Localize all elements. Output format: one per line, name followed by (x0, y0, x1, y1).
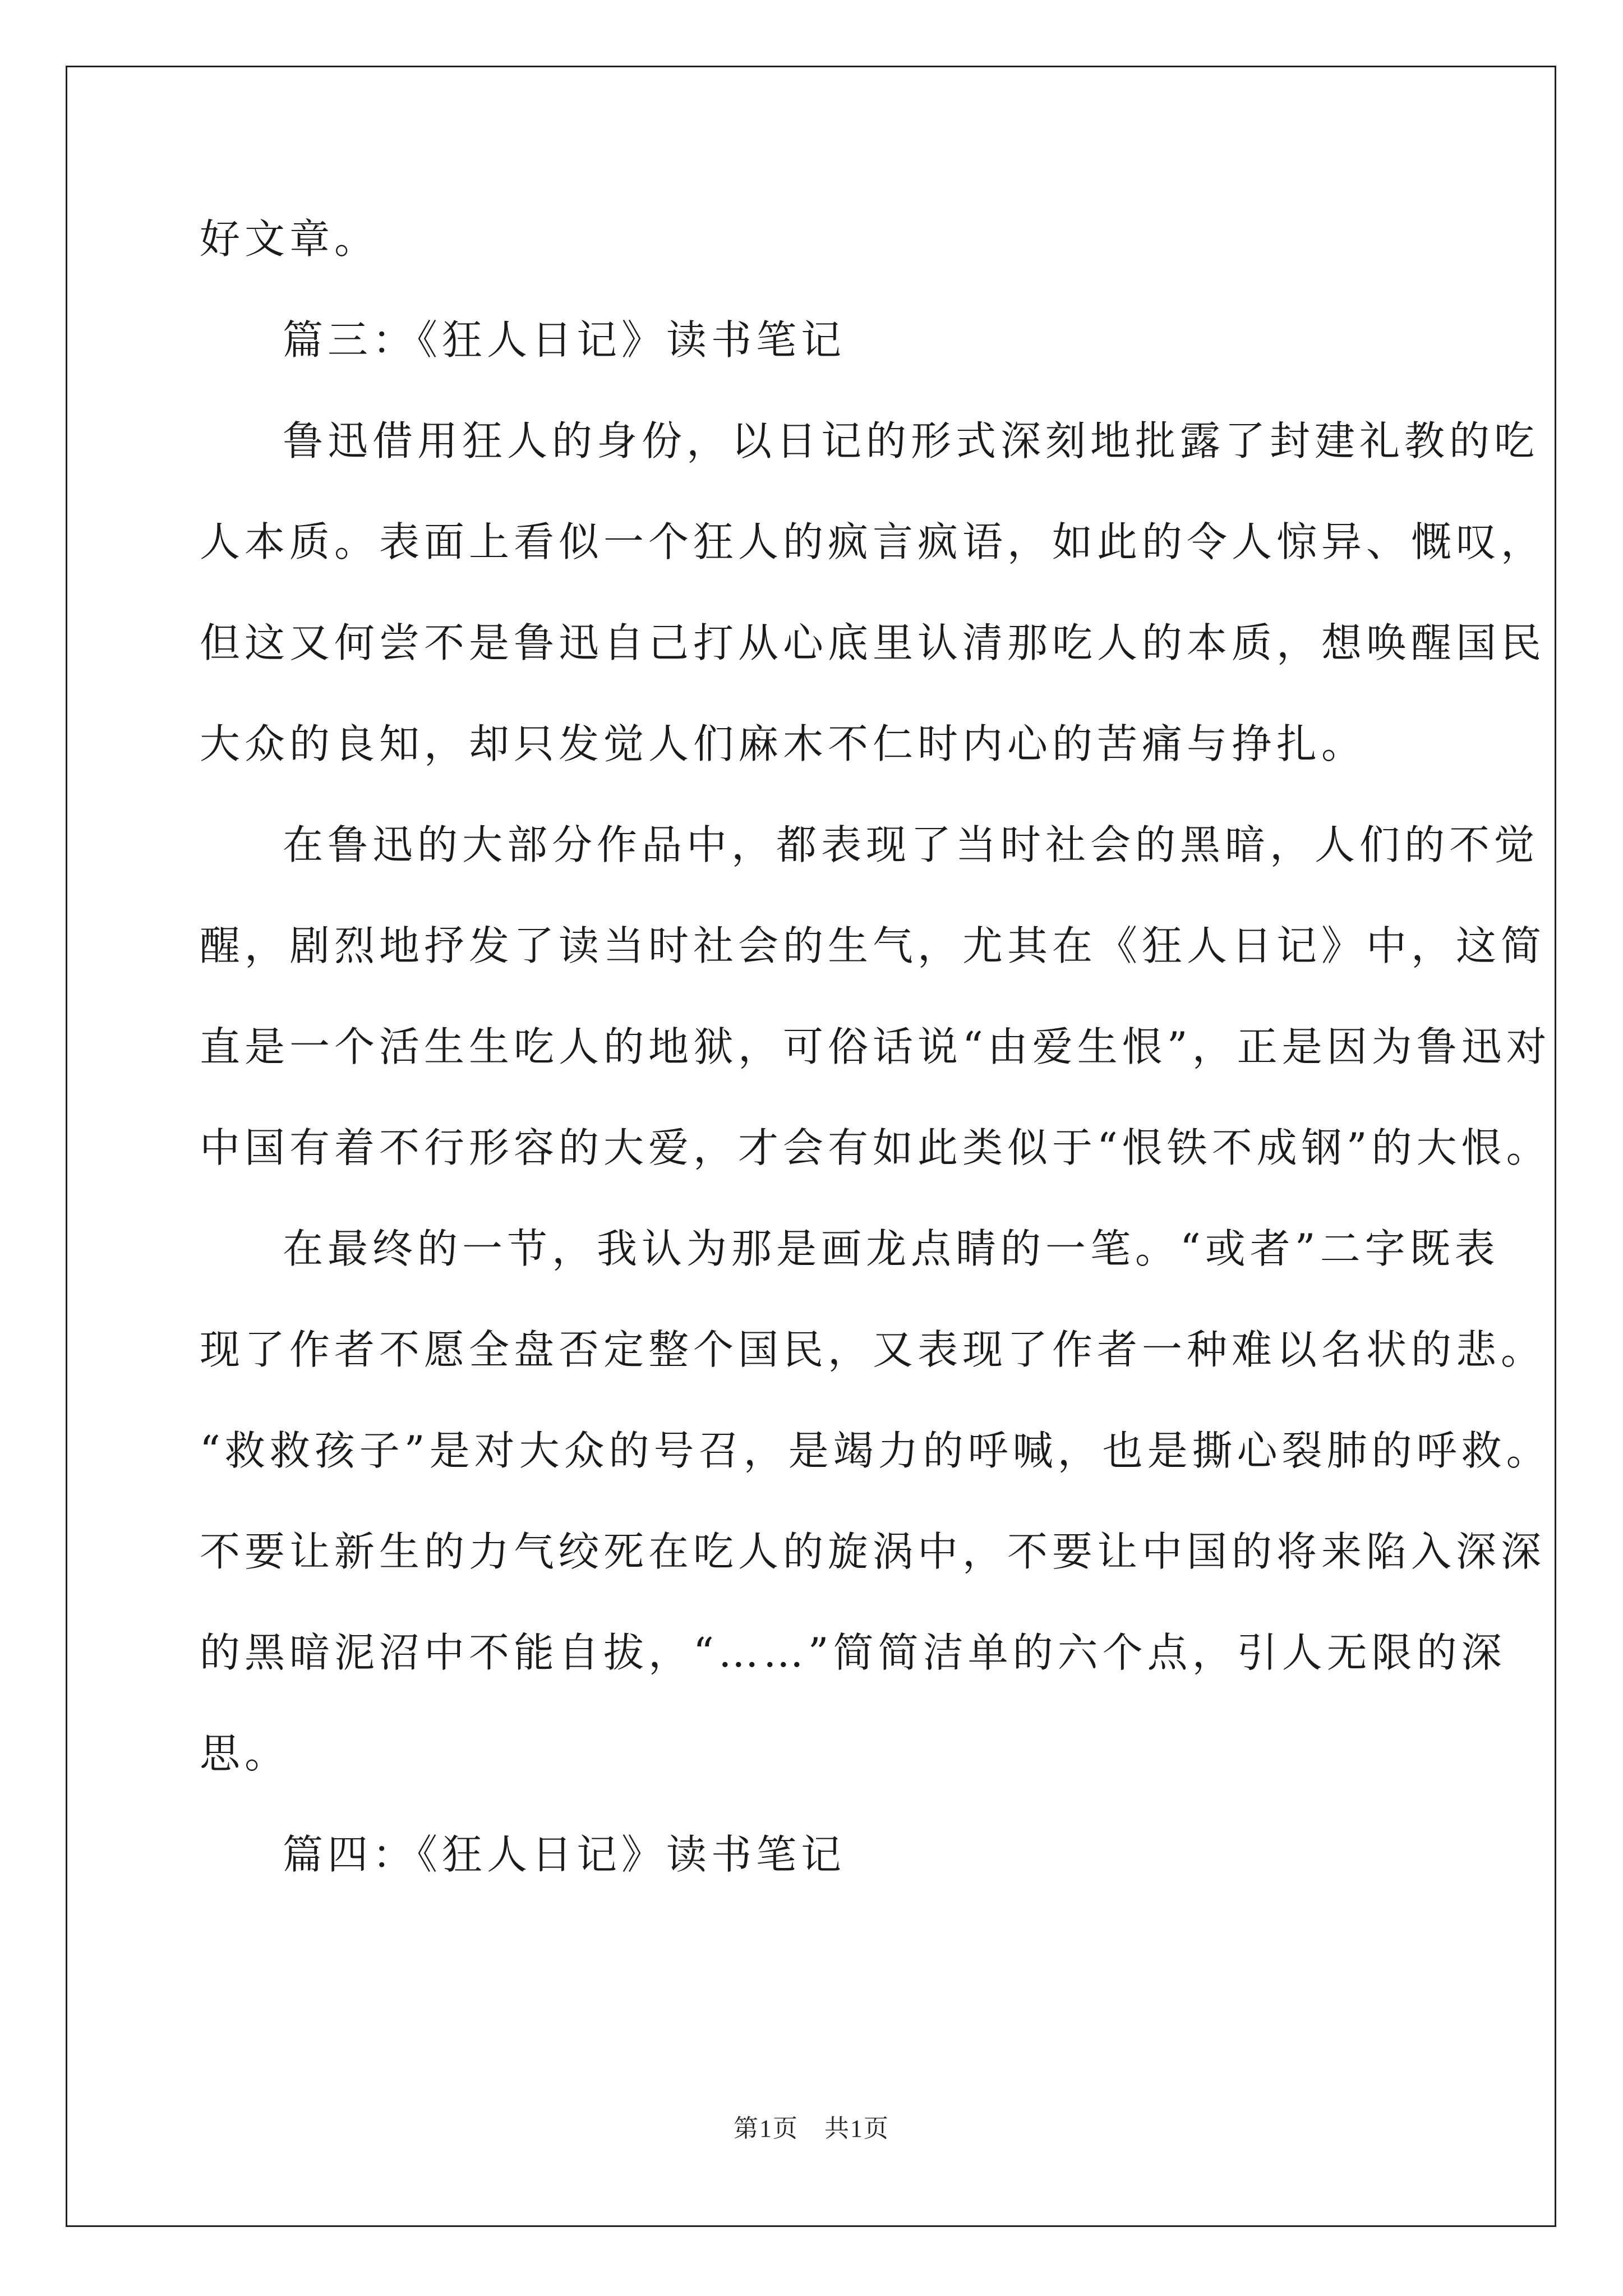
paragraph-line: 思。 (200, 1730, 290, 1777)
paragraph-line: 不要让新生的力气绞死在吃人的旋涡中，不要让中国的将来陷入深深 (200, 1528, 1546, 1575)
paragraph-line: “救救孩子”是对大众的号召，是竭力的呼喊，也是撕心裂肺的呼救。 (200, 1427, 1551, 1474)
page-footer: 第1页 共1页 (734, 2115, 889, 2142)
paragraph-line: 直是一个活生生吃人的地狱，可俗话说“由爱生恨”，正是因为鲁迅对 (200, 1023, 1551, 1070)
paragraph-line: 篇三：《狂人日记》读书笔记 (283, 316, 846, 364)
paragraph-line: 大众的良知，却只发觉人们麻木不仁时内心的苦痛与挣扎。 (200, 720, 1367, 767)
paragraph-line: 在最终的一节，我认为那是画龙点睛的一笔。“或者”二字既表 (283, 1225, 1500, 1272)
paragraph-line: 但这又何尝不是鲁迅自己打从心底里认清那吃人的本质，想唤醒国民 (200, 619, 1546, 666)
document-body (200, 215, 1551, 1935)
paragraph-line: 篇四：《狂人日记》读书笔记 (283, 1831, 846, 1878)
paragraph-line: 人本质。表面上看似一个狂人的疯言疯语，如此的令人惊异、慨叹， (200, 518, 1546, 565)
paragraph-line: 鲁迅借用狂人的身份，以日记的形式深刻地批露了封建礼教的吃 (283, 417, 1539, 464)
paragraph-line: 在鲁迅的大部分作品中，都表现了当时社会的黑暗，人们的不觉 (283, 821, 1539, 868)
paragraph-line: 的黑暗泥沼中不能自拔，“……”简简洁单的六个点，引人无限的深 (200, 1629, 1506, 1676)
paragraph-line: 中国有着不行形容的大爱，才会有如此类似于“恨铁不成钢”的大恨。 (200, 1124, 1551, 1171)
paragraph-line: 醒，剧烈地抒发了读当时社会的生气，尤其在《狂人日记》中，这简 (200, 922, 1546, 969)
paragraph-line: 现了作者不愿全盘否定整个国民，又表现了作者一种难以名状的悲。 (200, 1326, 1546, 1373)
paragraph-line: 好文章。 (200, 215, 380, 263)
